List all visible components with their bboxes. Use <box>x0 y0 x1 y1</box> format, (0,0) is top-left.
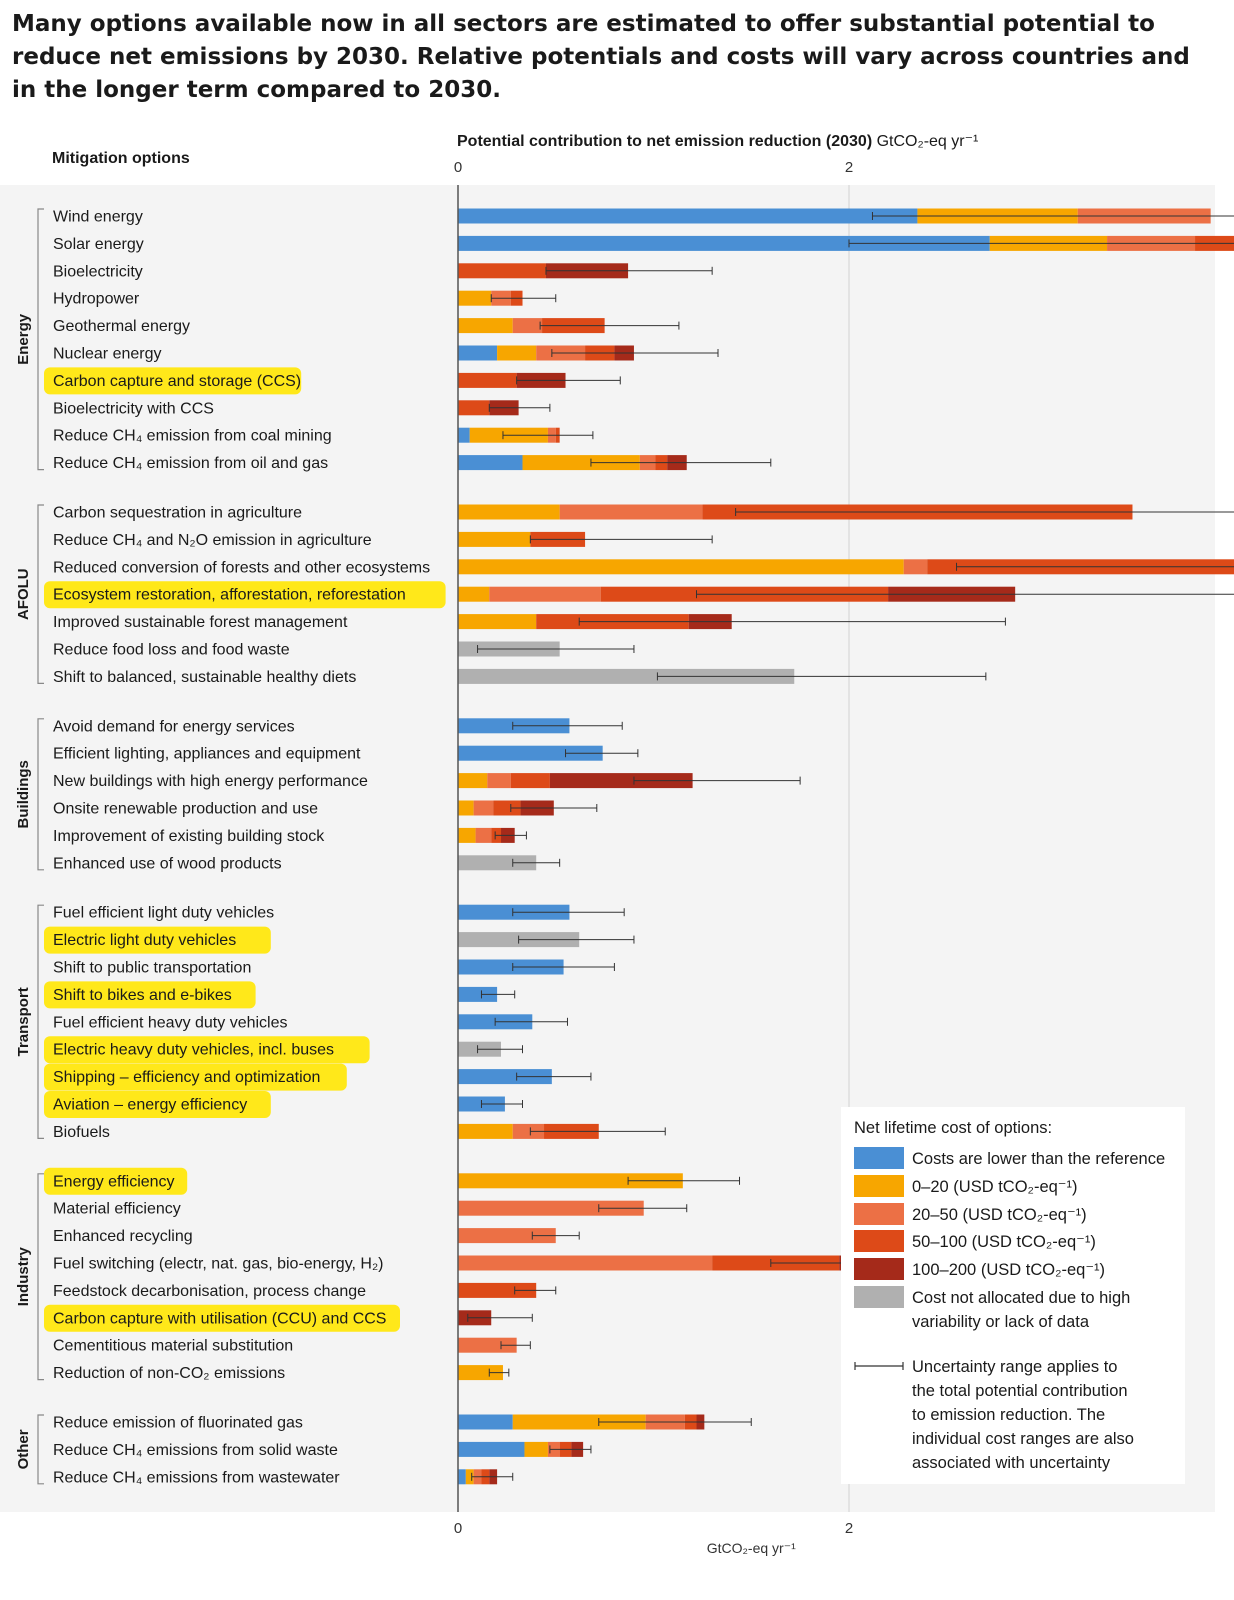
option-label: Ecosystem restoration, afforestation, reforestation <box>53 586 406 604</box>
bar-segment-c0_20 <box>458 587 489 602</box>
group-label: Industry <box>15 1247 32 1307</box>
bar-segment-c0_20 <box>458 801 474 816</box>
bar-segment-c0_20 <box>458 773 487 788</box>
option-label: Shift to balanced, sustainable healthy diets <box>53 668 357 686</box>
bar-segment-c0_20 <box>497 346 536 361</box>
group-label: Other <box>15 1429 32 1470</box>
option-label: Fuel switching (electr, nat. gas, bio-energy, H₂) <box>53 1255 384 1273</box>
bar-segment-lower <box>458 209 917 224</box>
legend-label: Costs are lower than the reference <box>912 1150 1166 1168</box>
option-label: Reduce emission of fluorinated gas <box>53 1414 303 1432</box>
option-label: Cementitious material substitution <box>53 1337 294 1355</box>
option-label: Reduce CH₄ emissions from wastewater <box>53 1469 340 1487</box>
bar-segment-c20_50 <box>474 801 494 816</box>
axis-title-bold: Potential contribution to net emission reduction (2030) <box>457 133 877 150</box>
bar-segment-c20_50 <box>904 559 927 574</box>
tick-label-bottom: 0 <box>453 1520 463 1537</box>
group-label: Energy <box>15 313 32 365</box>
legend-swatch-c50_100 <box>854 1230 904 1252</box>
tick-label-top: 2 <box>844 159 854 176</box>
bar-segment-c0_20 <box>458 828 476 843</box>
option-label: Shift to bikes and e-bikes <box>53 986 232 1004</box>
option-label: Efficient lighting, appliances and equipment <box>53 745 361 763</box>
bar-segment-c0_20 <box>458 614 536 629</box>
option-label: Bioelectricity with CCS <box>53 400 214 418</box>
option-label: Bioelectricity <box>53 263 143 281</box>
legend-uncertainty-note: individual cost ranges are also <box>912 1430 1134 1448</box>
bar-segment-c0_20 <box>458 1124 513 1139</box>
bar-segment-c20_50 <box>458 1256 712 1271</box>
option-label: Reduce CH₄ emission from coal mining <box>53 427 332 445</box>
option-label: Improved sustainable forest management <box>53 614 348 632</box>
tick-label-bottom: 2 <box>844 1520 854 1537</box>
legend-uncertainty-note: to emission reduction. The <box>912 1406 1106 1424</box>
bar-segment-c20_50 <box>513 318 542 333</box>
bar-segment-c0_20 <box>458 291 491 306</box>
legend-swatch-c100_200 <box>854 1258 904 1280</box>
option-label: Biofuels <box>53 1123 110 1141</box>
bar-segment-c50_100 <box>511 773 550 788</box>
legend-label: variability or lack of data <box>912 1313 1089 1331</box>
options-header: Mitigation options <box>52 150 190 167</box>
bar-segment-c50_100 <box>458 373 517 388</box>
bar-segment-c20_50 <box>560 505 703 520</box>
bar-segment-lower <box>458 346 497 361</box>
option-label: Wind energy <box>53 208 143 226</box>
group-label: AFOLU <box>15 568 32 621</box>
axis-unit-top: GtCO₂-eq yr⁻¹ <box>876 133 979 150</box>
bar-segment-c0_20 <box>458 505 560 520</box>
legend-swatch-lower <box>854 1147 904 1169</box>
bar-segment-c0_20 <box>458 559 904 574</box>
bar-segment-c0_20 <box>458 318 513 333</box>
option-label: Fuel efficient light duty vehicles <box>53 904 275 922</box>
option-label: Enhanced recycling <box>53 1228 193 1246</box>
bar-segment-c20_50 <box>476 828 492 843</box>
option-label: Carbon sequestration in agriculture <box>53 504 303 522</box>
bar-segment-c20_50 <box>489 587 600 602</box>
tick-label-top: 0 <box>453 159 463 176</box>
option-label: Electric light duty vehicles <box>53 932 237 950</box>
option-label: Reduce CH₄ emission from oil and gas <box>53 455 329 473</box>
option-label: New buildings with high energy performance <box>53 773 368 791</box>
legend-swatch-c0_20 <box>854 1175 904 1197</box>
option-label: Avoid demand for energy services <box>53 718 295 736</box>
legend-label: 50–100 (USD tCO₂-eq⁻¹) <box>912 1233 1096 1251</box>
option-label: Solar energy <box>53 235 144 253</box>
legend <box>841 1107 1185 1484</box>
option-label: Enhanced use of wood products <box>53 855 282 873</box>
legend-label: 0–20 (USD tCO₂-eq⁻¹) <box>912 1178 1078 1196</box>
option-label: Electric heavy duty vehicles, incl. buses <box>53 1041 335 1059</box>
option-label: Nuclear energy <box>53 345 162 363</box>
legend-uncertainty-note: the total potential contribution <box>912 1382 1128 1400</box>
option-label: Aviation – energy efficiency <box>53 1096 248 1114</box>
option-label: Onsite renewable production and use <box>53 800 319 818</box>
legend-swatch-na <box>854 1286 904 1308</box>
option-label: Reduce CH₄ and N₂O emission in agriculture <box>53 531 372 549</box>
option-label: Improvement of existing building stock <box>53 827 325 845</box>
option-label: Carbon capture with utilisation (CCU) and CCS <box>53 1310 387 1328</box>
bar-segment-lower <box>458 428 470 443</box>
option-label: Shipping – efficiency and optimization <box>53 1069 321 1087</box>
option-label: Reduce CH₄ emissions from solid waste <box>53 1441 338 1459</box>
bar-segment-lower <box>458 1415 513 1430</box>
bar-segment-c20_50 <box>487 773 510 788</box>
option-label: Carbon capture and storage (CCS) <box>53 372 302 390</box>
group-label: Buildings <box>15 760 32 829</box>
option-label: Energy efficiency <box>53 1173 175 1191</box>
option-label: Reduction of non-CO₂ emissions <box>53 1365 286 1383</box>
axis-unit-bottom: GtCO₂-eq yr⁻¹ <box>706 1540 796 1556</box>
legend-uncertainty-note: associated with uncertainty <box>912 1454 1111 1472</box>
bar-segment-lower <box>458 455 523 470</box>
legend-label: 100–200 (USD tCO₂-eq⁻¹) <box>912 1261 1106 1279</box>
option-label: Geothermal energy <box>53 318 190 336</box>
bar-segment-c50_100 <box>458 400 489 415</box>
legend-swatch-c20_50 <box>854 1203 904 1225</box>
group-label: Transport <box>15 987 33 1057</box>
legend-title: Net lifetime cost of options: <box>854 1119 1053 1137</box>
axis-title-top <box>457 133 978 150</box>
option-label: Hydropower <box>53 290 140 308</box>
bar-segment-c50_100 <box>458 263 546 278</box>
bar-segment-lower <box>458 1442 524 1457</box>
option-label: Shift to public transportation <box>53 959 252 977</box>
bar-segment-c0_20 <box>524 1442 547 1457</box>
bar-segment-c0_20 <box>458 532 530 547</box>
option-label: Fuel efficient heavy duty vehicles <box>53 1014 288 1032</box>
option-label: Material efficiency <box>53 1200 181 1218</box>
option-label: Reduced conversion of forests and other ecosystems <box>53 559 431 577</box>
legend-label: 20–50 (USD tCO₂-eq⁻¹) <box>912 1206 1087 1224</box>
figure-headline: Many options available now in all sectors are estimated to offer substantial potential to reduce net emissions by 2030. Relative potentials and costs will vary across countries and in the longer term compared to 2030. <box>12 11 1190 103</box>
option-label: Feedstock decarbonisation, process change <box>53 1282 367 1300</box>
legend-uncertainty-note: Uncertainty range applies to <box>912 1358 1118 1376</box>
legend-label: Cost not allocated due to high <box>912 1289 1131 1307</box>
option-label: Reduce food loss and food waste <box>53 641 290 659</box>
bar-segment-lower <box>458 1469 466 1484</box>
